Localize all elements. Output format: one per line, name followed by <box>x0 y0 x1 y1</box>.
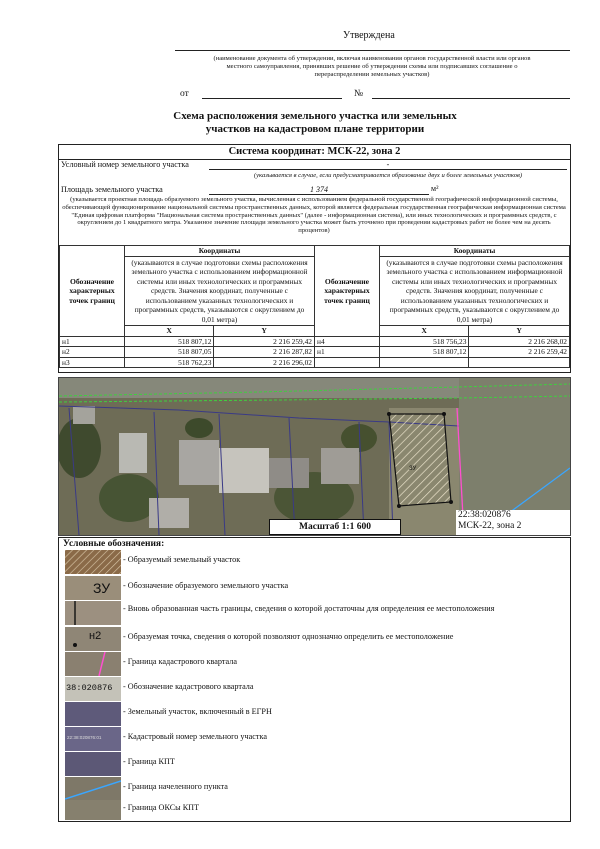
coordinates-table <box>59 245 570 368</box>
schema-frame <box>58 144 571 373</box>
y-cell: 2 216 287,82 <box>214 347 315 358</box>
y-cell: 2 216 268,02 <box>469 336 570 347</box>
x-cell: 518 807,12 <box>379 347 468 358</box>
parcel-label-swatch <box>65 576 121 600</box>
empty-cell <box>379 357 468 368</box>
y-cell: 2 216 259,42 <box>469 347 570 358</box>
point-header-right: Обозначение характерных точек границ <box>314 246 379 337</box>
x-header-left: X <box>125 326 214 337</box>
table-row <box>60 347 570 358</box>
oks-boundary-swatch <box>65 800 121 820</box>
swatch-text: ЗУ <box>93 580 111 596</box>
legend-text: - Обозначение кадастрового квартала <box>123 682 254 691</box>
legend-text: - Граница ОКСы КПТ <box>123 803 200 812</box>
legend-title: Условные обозначения: <box>63 539 165 549</box>
cadastral-number-swatch <box>65 727 121 751</box>
swatch-text: н2 <box>89 630 102 642</box>
conditional-number-value: - <box>209 160 567 170</box>
formed-point-swatch <box>65 627 121 651</box>
number-field <box>372 98 570 99</box>
doc-title: Схема расположения земельного участка или земельных участков на кадастровом плане территории <box>173 110 457 135</box>
x-cell: 518 762,23 <box>125 357 214 368</box>
coords-header-right: Координаты <box>379 246 569 257</box>
point-cell: н2 <box>60 347 125 358</box>
legend-item <box>65 752 565 776</box>
x-cell: 518 756,23 <box>379 336 468 347</box>
legend-text: - Граница начеленного пункта <box>123 782 228 791</box>
legend-item <box>65 652 565 676</box>
legend-item <box>65 627 565 651</box>
y-header-left: Y <box>214 326 315 337</box>
swatch-text: 22:38:020876:01 <box>67 735 102 740</box>
empty-cell <box>469 357 570 368</box>
quarter-label-box <box>456 510 570 535</box>
quarter-label-swatch <box>65 677 121 701</box>
legend-text: - Граница КПТ <box>123 757 175 766</box>
x-cell: 518 807,05 <box>125 347 214 358</box>
swatch-text: 38:020876 <box>66 683 113 693</box>
legend-item <box>65 601 565 625</box>
point-cell: н3 <box>60 357 125 368</box>
legend-item <box>65 550 565 574</box>
legend-item <box>65 727 565 751</box>
legend-item <box>65 777 565 801</box>
x-cell: 518 807,12 <box>125 336 214 347</box>
map-zone: МСК-22, зона 2 <box>458 521 522 531</box>
legend-item <box>65 800 565 820</box>
conditional-number-caption: (указывается в случае, если предусматривается образование двух и более земельных участков) <box>253 172 523 179</box>
legend-text: - Кадастровый номер земельного участка <box>123 732 267 741</box>
empty-cell <box>314 357 379 368</box>
x-header-right: X <box>379 326 468 337</box>
point-cell: н1 <box>314 347 379 358</box>
y-cell: 2 216 259,42 <box>214 336 315 347</box>
legend-text: - Образуемый земельный участок <box>123 555 241 564</box>
formed-parcel-swatch <box>65 550 121 574</box>
egrn-parcel-swatch <box>65 702 121 726</box>
legend-text: - Обозначение образуемого земельного участка <box>123 581 289 590</box>
legend-item <box>65 576 565 600</box>
legend-item <box>65 677 565 701</box>
coord-system-title: Система координат: МСК-22, зона 2 <box>59 145 570 160</box>
approval-caption: (наименование документа об утверждении, включая наименования органов государственной власти или органов местного самоуправления, принявших решение об утверждении схемы или подписавших соглашение о перераспределении земельных участков) <box>213 55 531 78</box>
quarter-boundary-swatch <box>65 652 121 676</box>
kpt-boundary-swatch <box>65 752 121 776</box>
legend-text: - Земельный участок, включенный в ЕГРН <box>123 707 272 716</box>
number-label: № <box>354 89 364 99</box>
conditional-number-label: Условный номер земельного участка <box>61 160 189 169</box>
coords-note-right: (указываются в случае подготовки схемы расположения земельного участка с использованием информационной системы или иных технологических и программных средств. Значения координат, полученные с использованием указанных технологических и программных средств, указываются с округлением до 0,01 метра) <box>379 256 569 326</box>
approval-title: Утверждена <box>343 30 395 41</box>
table-row <box>60 336 570 347</box>
settlement-boundary-swatch <box>65 777 121 801</box>
legend-text: - Образуемая точка, сведения о которой позволяют однозначно определить ее местоположение <box>123 632 454 641</box>
y-cell: 2 216 296,02 <box>214 357 315 368</box>
legend <box>58 537 571 822</box>
table-row <box>60 357 570 368</box>
y-header-right: Y <box>469 326 570 337</box>
area-unit: м² <box>431 184 439 193</box>
from-label: от <box>180 89 189 99</box>
point-header-left: Обозначение характерных точек границ <box>60 246 125 337</box>
legend-text: - Вновь образованная часть границы, сведения о которой достаточны для определения ее местоположения <box>123 604 495 613</box>
cadastral-map <box>58 377 571 536</box>
coords-header-left: Координаты <box>125 246 315 257</box>
area-note: (указывается проектная площадь образуемого земельного участка, вычисленная с использованием федеральной государственной географической информационной системы, обеспечивающей функционирование национальной системы пространственных данных, которой является федеральная государственная географическая информационная система "Единая цифровая платформа "Национальная система пространственных данных" (далее - информационная система), или иных технологических и программных средств, с округлением до 1 квадратного метра. Указанное значение площади земельного участка может быть уточнено при проведении кадастровых работ не более чем на десять процентов) <box>62 196 566 235</box>
point-cell: н4 <box>314 336 379 347</box>
new-boundary-swatch <box>65 601 121 625</box>
area-value: 1 374 <box>209 185 429 195</box>
map-scale: Масштаб 1:1 600 <box>269 519 401 535</box>
point-cell: н1 <box>60 336 125 347</box>
parcel-label: ЗУ <box>409 466 417 472</box>
approval-line <box>175 50 570 51</box>
date-field <box>202 98 342 99</box>
legend-item <box>65 702 565 726</box>
area-label: Площадь земельного участка <box>61 185 163 194</box>
legend-text: - Граница кадастрового квартала <box>123 657 237 666</box>
coords-note-left: (указываются в случае подготовки схемы расположения земельного участка с использованием информационной системы или иных технологических и программных средств. Значения координат, полученные с использованием указанных технологических и программных средств, указываются с округлением до 0,01 метра) <box>125 256 315 326</box>
cadastral-quarter-number: 22:38:020876 <box>458 510 511 520</box>
